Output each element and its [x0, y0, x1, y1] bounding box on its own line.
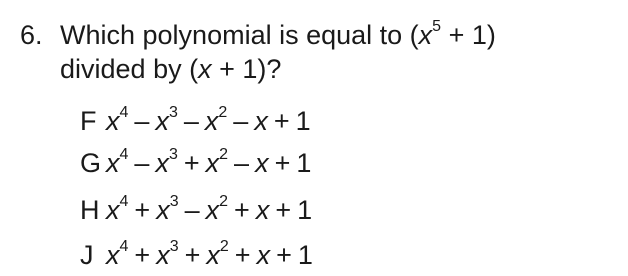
term-constant: 1: [296, 148, 312, 178]
term-exponent: 4: [119, 238, 129, 255]
term-variable: x: [156, 195, 170, 225]
term-variable: x: [255, 148, 269, 178]
term-variable: x: [205, 148, 220, 178]
term-exponent: 3: [168, 146, 178, 163]
operator: –: [134, 106, 150, 136]
operator: –: [184, 195, 200, 225]
stem-text: divided by (: [60, 54, 199, 84]
operator: +: [234, 240, 251, 270]
choice-letter: F: [80, 106, 97, 136]
term-exponent: 2: [219, 146, 229, 163]
term-variable: x: [155, 148, 169, 178]
operator: –: [183, 106, 199, 136]
operator: +: [184, 240, 201, 270]
term-exponent: 2: [219, 238, 229, 255]
stem-variable: x: [198, 54, 212, 84]
term-constant: 1: [297, 240, 313, 270]
operator: +: [134, 195, 151, 225]
term-exponent: 2: [218, 104, 228, 121]
stem-text: Which polynomial is equal to (: [60, 20, 419, 50]
term-variable: x: [106, 148, 120, 178]
operator: +: [273, 106, 290, 136]
choice-letter: G: [80, 148, 102, 178]
question-stem: [60, 18, 620, 86]
operator: +: [234, 195, 250, 225]
term-variable: x: [206, 240, 220, 270]
operator: +: [134, 240, 151, 270]
term-exponent: 3: [169, 193, 179, 210]
term-exponent: 3: [169, 238, 179, 255]
answer-choice-f[interactable]: [80, 104, 311, 138]
term-variable: x: [106, 240, 120, 270]
question-line-1: [60, 18, 620, 52]
term-exponent: 2: [219, 193, 229, 210]
term-variable: x: [106, 106, 120, 136]
term-exponent: 4: [119, 193, 129, 210]
term-variable: x: [205, 195, 220, 225]
operator: +: [274, 148, 291, 178]
term-variable: x: [204, 106, 219, 136]
term-variable: x: [155, 106, 169, 136]
term-variable: x: [256, 240, 271, 270]
stem-text: + 1)?: [211, 54, 282, 84]
stem-variable: x: [418, 20, 433, 50]
operator: +: [183, 148, 200, 178]
operator: +: [276, 240, 292, 270]
choice-letter: H: [80, 195, 100, 225]
term-exponent: 3: [168, 104, 178, 121]
term-exponent: 4: [119, 104, 129, 121]
question-number: 6.: [20, 20, 43, 50]
term-constant: 1: [297, 195, 313, 225]
term-variable: x: [106, 195, 120, 225]
operator: –: [234, 148, 250, 178]
term-variable: x: [156, 240, 170, 270]
term-variable: x: [255, 195, 270, 225]
term-variable: x: [254, 106, 268, 136]
answer-choice-g[interactable]: [80, 146, 311, 180]
answer-choice-h[interactable]: [80, 193, 312, 227]
operator: +: [275, 195, 292, 225]
choice-letter: J: [80, 240, 94, 270]
operator: –: [233, 106, 249, 136]
stem-exponent: 5: [432, 18, 442, 35]
term-exponent: 4: [119, 146, 129, 163]
operator: –: [134, 148, 150, 178]
term-constant: 1: [295, 106, 311, 136]
answer-choice-j[interactable]: [80, 238, 313, 272]
question-line-2: [60, 52, 620, 86]
stem-text: + 1): [441, 20, 496, 50]
